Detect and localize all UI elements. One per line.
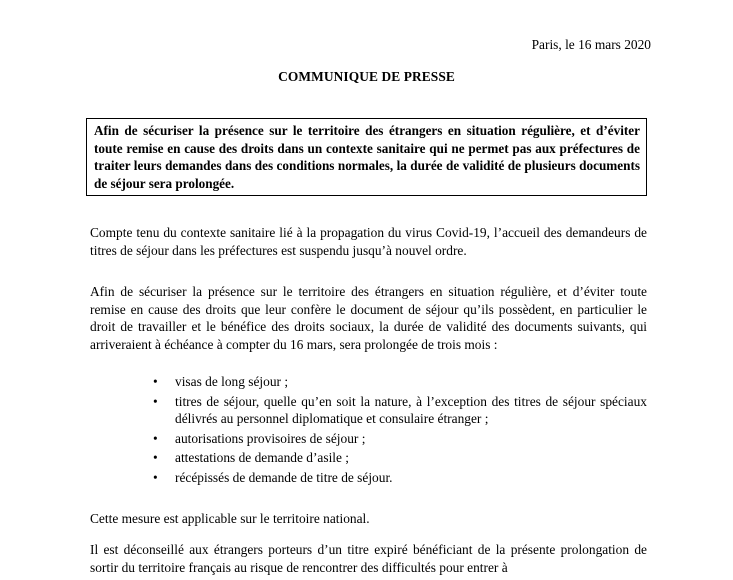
list-item-text: titres de séjour, quelle qu’en soit la nature, à l’exception des titres de séjour spéciaux délivrés au personnel diplomatique et consulaire étranger ; bbox=[175, 393, 647, 426]
bullet-icon: • bbox=[153, 374, 158, 389]
bullet-icon: • bbox=[153, 430, 158, 446]
list-item bbox=[146, 430, 647, 448]
list-item bbox=[146, 373, 647, 391]
bullet-icon: • bbox=[153, 393, 158, 409]
list-item bbox=[146, 393, 647, 428]
documents-list bbox=[146, 373, 647, 488]
bullet-icon: • bbox=[153, 450, 158, 465]
paragraph-travel-warning: Il est déconseillé aux étrangers porteurs d’un titre expiré bénéficiant de la présente prolongation de sortir du territoire français au risque de rencontrer des difficultés pour entrer à bbox=[90, 542, 647, 575]
list-item bbox=[146, 449, 647, 467]
list-item-text: récépissés de demande de titre de séjour. bbox=[175, 469, 393, 485]
list-item-text: visas de long séjour ; bbox=[175, 374, 289, 389]
date-line: Paris, le 16 mars 2020 bbox=[531, 37, 651, 52]
list-item bbox=[146, 469, 647, 487]
summary-box: Afin de sécuriser la présence sur le territoire des étrangers en situation régulière, et d’éviter toute remise en cause des droits dans un contexte sanitaire qui ne permet pas aux préfectures de traiter leurs demandes dans des conditions normales, la durée de validité de plusieurs documents de séjour sera prolongée. bbox=[86, 118, 647, 196]
paragraph-context: Compte tenu du contexte sanitaire lié à la propagation du virus Covid-19, l’accueil des demandeurs de titres de séjour dans les préfectures est suspendu jusqu’à nouvel ordre. bbox=[90, 225, 647, 258]
page-title: COMMUNIQUE DE PRESSE bbox=[278, 69, 455, 84]
list-item-text: autorisations provisoires de séjour ; bbox=[175, 430, 366, 446]
bullet-icon: • bbox=[153, 469, 158, 485]
paragraph-measure: Afin de sécuriser la présence sur le territoire des étrangers en situation régulière, et d’éviter toute remise en cause des droits que leur confère le document de séjour qu’ils possèdent, en particulier le droit de travailler et le bénéfice des droits sociaux, la durée de validité des documents suivants, qui arriveraient à échéance à compter du 16 mars, sera prolongée de trois mois : bbox=[90, 284, 647, 352]
list-item-text: attestations de demande d’asile ; bbox=[175, 450, 350, 465]
paragraph-scope: Cette mesure est applicable sur le territoire national. bbox=[90, 511, 370, 526]
